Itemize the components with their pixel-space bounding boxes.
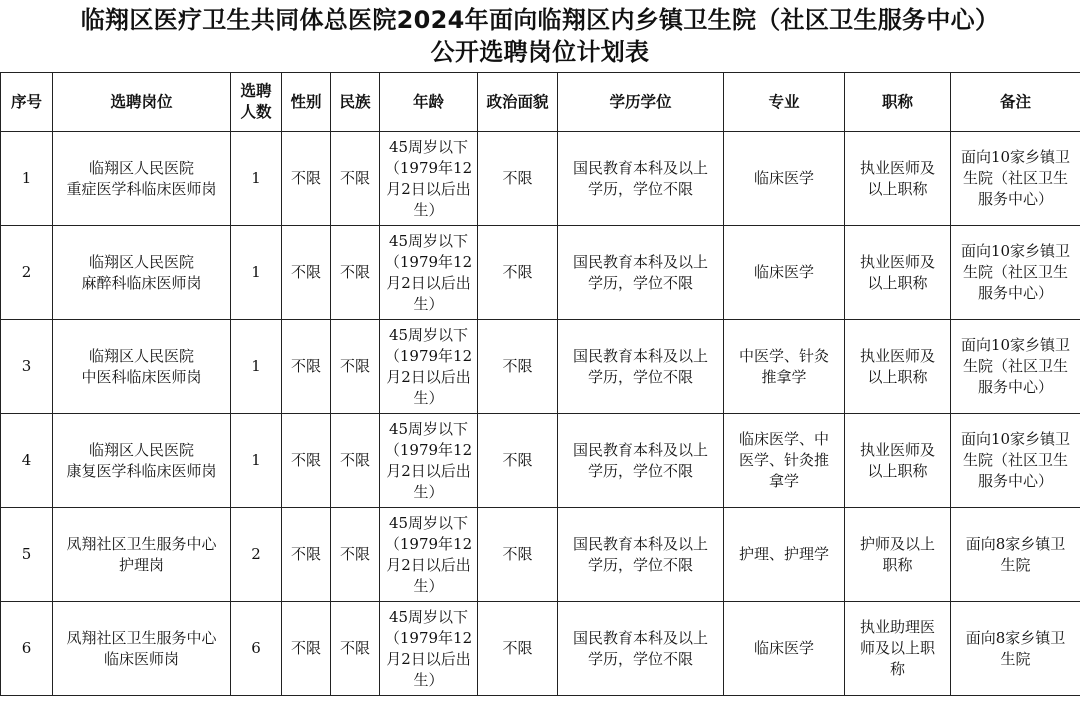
cell-line: 麻醉科临床医师岗 <box>81 273 202 292</box>
cell-age <box>380 132 478 226</box>
cell-politics: 不限 <box>478 508 558 602</box>
cell-line: 服务中心） <box>977 472 1053 490</box>
cell-line: 师及以上职 <box>859 639 935 657</box>
cell-line: 服务中心） <box>977 378 1053 396</box>
cell-line: 护理、护理学 <box>738 545 829 563</box>
header-politics <box>478 73 558 132</box>
recruitment-plan-table <box>0 72 1080 696</box>
cell-age <box>380 226 478 320</box>
table-header-row <box>1 73 1080 132</box>
cell-title <box>845 320 951 414</box>
cell-count: 1 <box>231 320 282 414</box>
cell-line: 学历，学位不限 <box>587 367 693 386</box>
cell-education <box>558 602 724 696</box>
cell-line: 国民教育本科及以上 <box>572 158 708 177</box>
header-post <box>53 73 231 132</box>
cell-line: 生） <box>413 482 444 501</box>
header-no <box>1 73 53 132</box>
cell-line: 临翔区人民医院 <box>88 346 194 365</box>
cell-ethnicity: 不限 <box>331 132 380 226</box>
cell-line: （1979年12 <box>384 440 473 459</box>
header-text: 序号 <box>10 92 42 111</box>
cell-major <box>724 602 845 696</box>
cell-line: 执业医师及 <box>859 346 935 365</box>
cell-line: 国民教育本科及以上 <box>572 534 708 553</box>
header-count <box>231 73 282 132</box>
cell-line: 学历，学位不限 <box>587 461 693 480</box>
cell-count: 2 <box>231 508 282 602</box>
table-row <box>1 602 1080 696</box>
cell-line: 生院（社区卫生 <box>962 357 1068 375</box>
cell-education <box>558 320 724 414</box>
cell-education <box>558 508 724 602</box>
cell-count: 1 <box>231 414 282 508</box>
cell-line: 推拿学 <box>761 367 807 386</box>
cell-post <box>53 132 231 226</box>
header-text: 性别 <box>290 92 322 111</box>
cell-line: 以上职称 <box>867 179 928 198</box>
header-ethnicity <box>331 73 380 132</box>
cell-no: 1 <box>1 132 53 226</box>
cell-line: 执业医师及 <box>859 158 935 177</box>
cell-line: 临床医学 <box>753 639 814 657</box>
header-text: 选聘 <box>240 82 272 100</box>
header-text: 学历学位 <box>609 92 672 111</box>
document-title <box>0 4 1080 68</box>
cell-line: 生） <box>413 200 444 219</box>
cell-education <box>558 226 724 320</box>
cell-no: 5 <box>1 508 53 602</box>
cell-line: 月2日以后出 <box>386 367 471 386</box>
header-text: 选聘岗位 <box>110 92 173 111</box>
cell-line: 临翔区人民医院 <box>88 440 194 459</box>
header-education <box>558 73 724 132</box>
header-text: 年龄 <box>412 92 444 111</box>
cell-line: 45周岁以下 <box>388 513 469 532</box>
cell-line: 生） <box>413 294 444 313</box>
cell-remark <box>951 414 1080 508</box>
header-text: 职称 <box>881 92 913 111</box>
cell-line: 称 <box>889 660 905 678</box>
cell-line: 重症医学科临床医师岗 <box>66 179 217 198</box>
cell-count: 1 <box>231 226 282 320</box>
cell-line: 学历，学位不限 <box>587 555 693 574</box>
cell-line: 面向10家乡镇卫 <box>960 336 1071 354</box>
cell-line: 临床医学 <box>753 169 814 187</box>
cell-title <box>845 226 951 320</box>
cell-line: 凤翔社区卫生服务中心 <box>66 628 217 647</box>
cell-line: 45周岁以下 <box>388 325 469 344</box>
cell-line: 护师及以上 <box>859 534 935 553</box>
cell-post <box>53 414 231 508</box>
cell-gender: 不限 <box>282 508 331 602</box>
cell-gender: 不限 <box>282 320 331 414</box>
cell-line: 学历，学位不限 <box>587 179 693 198</box>
cell-no: 2 <box>1 226 53 320</box>
cell-remark <box>951 132 1080 226</box>
cell-politics: 不限 <box>478 414 558 508</box>
cell-count: 6 <box>231 602 282 696</box>
cell-title <box>845 508 951 602</box>
cell-ethnicity: 不限 <box>331 226 380 320</box>
cell-line: 月2日以后出 <box>386 649 471 668</box>
cell-line: 以上职称 <box>867 461 928 480</box>
cell-remark <box>951 226 1080 320</box>
header-text: 备注 <box>999 92 1031 111</box>
table-row <box>1 132 1080 226</box>
cell-line: 中医科临床医师岗 <box>81 367 202 386</box>
cell-title <box>845 602 951 696</box>
cell-line: 职称 <box>882 555 913 574</box>
cell-line: 以上职称 <box>867 367 928 386</box>
cell-line: 月2日以后出 <box>386 555 471 574</box>
cell-line: 临床医师岗 <box>103 649 179 668</box>
cell-line: 月2日以后出 <box>386 461 471 480</box>
cell-line: （1979年12 <box>384 628 473 647</box>
header-text: 民族 <box>339 92 371 111</box>
cell-politics: 不限 <box>478 602 558 696</box>
cell-no: 6 <box>1 602 53 696</box>
cell-major <box>724 226 845 320</box>
cell-line: 执业医师及 <box>859 252 935 271</box>
cell-no: 4 <box>1 414 53 508</box>
cell-ethnicity: 不限 <box>331 414 380 508</box>
table-row <box>1 320 1080 414</box>
cell-line: 执业医师及 <box>859 440 935 459</box>
cell-line: 面向10家乡镇卫 <box>960 430 1071 448</box>
cell-ethnicity: 不限 <box>331 320 380 414</box>
cell-post <box>53 226 231 320</box>
header-gender <box>282 73 331 132</box>
cell-post <box>53 320 231 414</box>
cell-line: 医学、针灸推 <box>738 451 829 469</box>
cell-gender: 不限 <box>282 226 331 320</box>
header-text: 政治面貌 <box>486 92 549 111</box>
cell-age <box>380 602 478 696</box>
cell-line: 45周岁以下 <box>388 137 469 156</box>
cell-count: 1 <box>231 132 282 226</box>
cell-major <box>724 508 845 602</box>
cell-line: 拿学 <box>768 472 799 490</box>
cell-age <box>380 414 478 508</box>
cell-major <box>724 320 845 414</box>
header-remark <box>951 73 1080 132</box>
cell-line: 生院（社区卫生 <box>962 169 1068 187</box>
cell-gender: 不限 <box>282 414 331 508</box>
header-age <box>380 73 478 132</box>
table-row <box>1 414 1080 508</box>
cell-line: 月2日以后出 <box>386 179 471 198</box>
header-title <box>845 73 951 132</box>
title-line-1: 临翔区医疗卫生共同体总医院2024年面向临翔区内乡镇卫生院（社区卫生服务中心） <box>80 6 1000 34</box>
cell-major <box>724 414 845 508</box>
cell-line: 生院（社区卫生 <box>962 263 1068 281</box>
cell-major <box>724 132 845 226</box>
cell-post <box>53 602 231 696</box>
cell-gender: 不限 <box>282 602 331 696</box>
cell-line: 国民教育本科及以上 <box>572 346 708 365</box>
cell-line: 45周岁以下 <box>388 607 469 626</box>
cell-line: 护理岗 <box>118 555 164 574</box>
cell-line: 面向10家乡镇卫 <box>960 242 1071 260</box>
table-row <box>1 226 1080 320</box>
cell-politics: 不限 <box>478 320 558 414</box>
cell-line: 临翔区人民医院 <box>88 158 194 177</box>
header-text: 人数 <box>240 103 272 121</box>
cell-line: 凤翔社区卫生服务中心 <box>66 534 217 553</box>
cell-line: 45周岁以下 <box>388 231 469 250</box>
cell-line: （1979年12 <box>384 534 473 553</box>
cell-line: 面向8家乡镇卫 <box>965 534 1066 553</box>
cell-remark <box>951 508 1080 602</box>
cell-line: 康复医学科临床医师岗 <box>66 461 217 480</box>
table-body <box>1 132 1080 696</box>
cell-line: 生） <box>413 388 444 407</box>
cell-remark <box>951 320 1080 414</box>
cell-gender: 不限 <box>282 132 331 226</box>
cell-line: 生院 <box>1000 555 1031 574</box>
cell-title <box>845 132 951 226</box>
cell-line: 临床医学、中 <box>738 430 829 448</box>
cell-line: 临翔区人民医院 <box>88 252 194 271</box>
cell-line: （1979年12 <box>384 252 473 271</box>
cell-politics: 不限 <box>478 226 558 320</box>
cell-ethnicity: 不限 <box>331 508 380 602</box>
cell-line: 服务中心） <box>977 190 1053 208</box>
cell-line: 45周岁以下 <box>388 419 469 438</box>
table-row <box>1 508 1080 602</box>
cell-line: 国民教育本科及以上 <box>572 252 708 271</box>
cell-line: 生院（社区卫生 <box>962 451 1068 469</box>
cell-post <box>53 508 231 602</box>
cell-ethnicity: 不限 <box>331 602 380 696</box>
cell-education <box>558 132 724 226</box>
cell-line: 中医学、针灸 <box>738 346 829 365</box>
cell-line: 月2日以后出 <box>386 273 471 292</box>
cell-age <box>380 508 478 602</box>
cell-line: 生） <box>413 576 444 595</box>
cell-line: 国民教育本科及以上 <box>572 440 708 459</box>
cell-line: （1979年12 <box>384 346 473 365</box>
cell-line: 以上职称 <box>867 273 928 292</box>
cell-line: 服务中心） <box>977 284 1053 302</box>
header-text: 专业 <box>768 92 800 111</box>
cell-line: 临床医学 <box>753 263 814 281</box>
cell-education <box>558 414 724 508</box>
cell-age <box>380 320 478 414</box>
header-major <box>724 73 845 132</box>
cell-line: 面向10家乡镇卫 <box>960 148 1071 166</box>
cell-line: 生院 <box>1000 649 1031 668</box>
cell-no: 3 <box>1 320 53 414</box>
cell-line: 生） <box>413 670 444 689</box>
cell-line: 学历，学位不限 <box>587 273 693 292</box>
cell-line: 学历，学位不限 <box>587 649 693 668</box>
cell-politics: 不限 <box>478 132 558 226</box>
cell-line: 国民教育本科及以上 <box>572 628 708 647</box>
title-line-2: 公开选聘岗位计划表 <box>430 38 650 66</box>
cell-line: 执业助理医 <box>859 618 935 636</box>
cell-line: 面向8家乡镇卫 <box>965 628 1066 647</box>
cell-remark <box>951 602 1080 696</box>
cell-title <box>845 414 951 508</box>
cell-line: （1979年12 <box>384 158 473 177</box>
